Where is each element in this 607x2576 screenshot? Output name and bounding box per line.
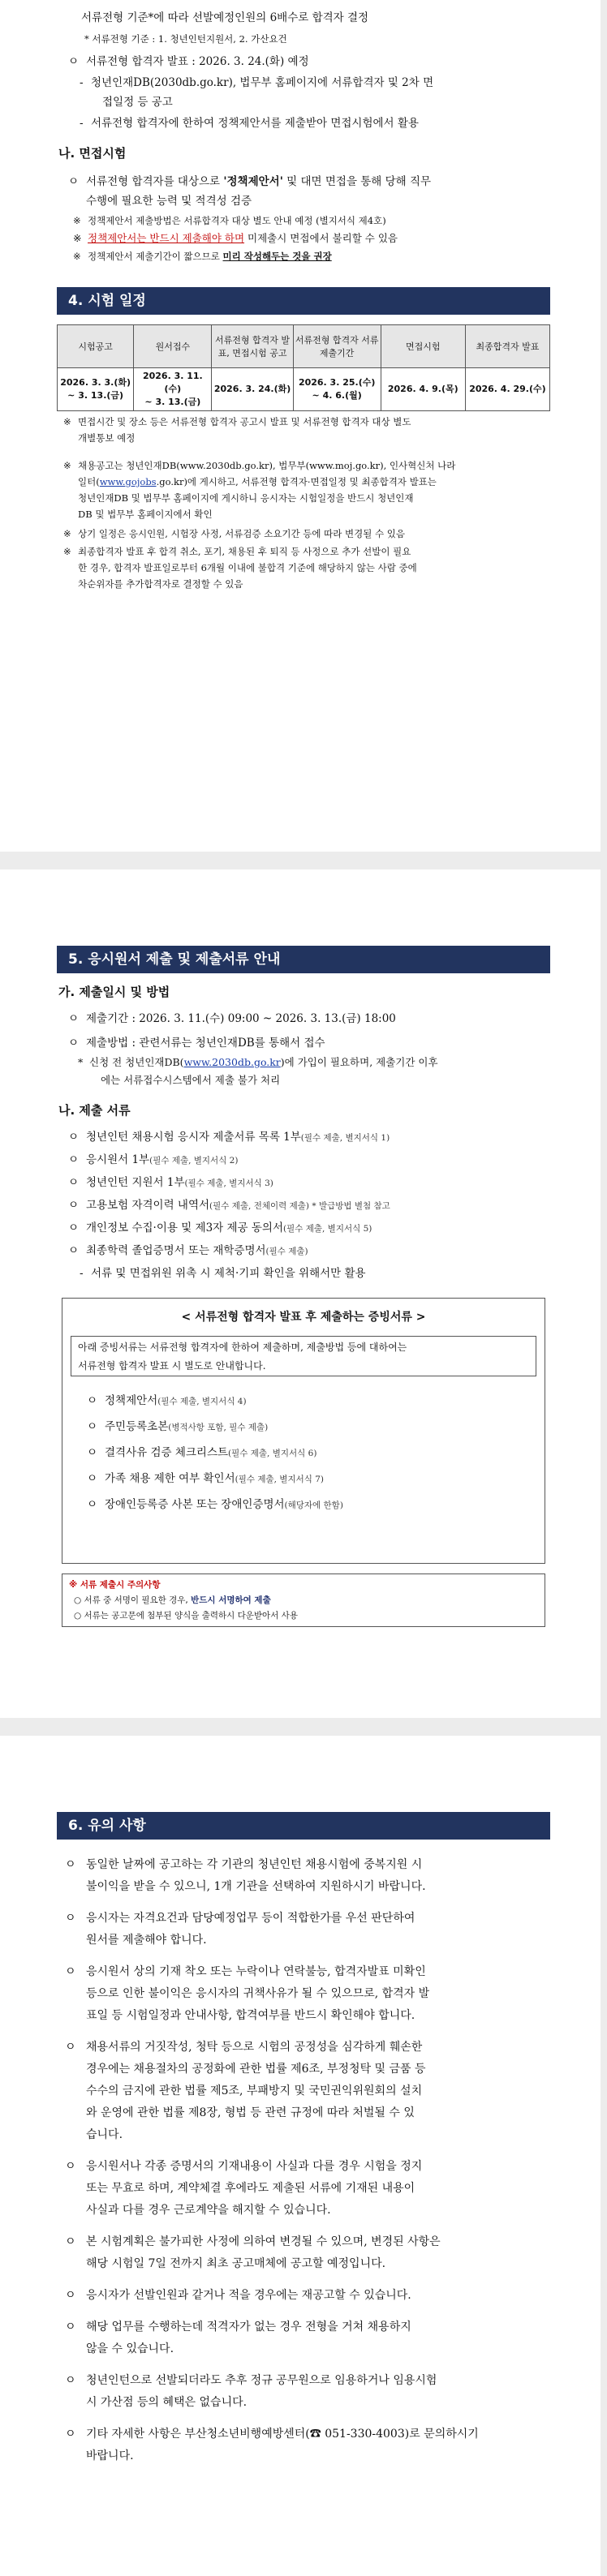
note-line: 응시원서 상의 기재 착오 또는 누락이나 연락불능, 합격자발표 미확인 xyxy=(86,1965,426,1978)
bullet-icon: ㅇ xyxy=(65,2235,76,2248)
note-line: 표일 등 시험일정과 안내사항, 합격여부를 반드시 확인해야 합니다. xyxy=(86,2009,415,2022)
bullet-icon: ㅇ xyxy=(65,2289,76,2302)
evidence-name: 장애인등록증 사본 또는 장애인증명서 xyxy=(105,1498,285,1511)
announce-dash-1b: 접일정 등 공고 xyxy=(102,96,173,109)
bullet-icon: ㅇ xyxy=(65,2374,76,2387)
doc-name: 청년인턴 채용시험 응시자 제출서류 목록 1부 xyxy=(86,1131,301,1144)
bullet-icon: ㅇ xyxy=(65,1912,76,1925)
schedule-header-cell: 시험공고 xyxy=(58,325,134,368)
note-line: 채용서류의 거짓작성, 청탁 등으로 시험의 공정성을 심각하게 훼손한 xyxy=(86,2041,423,2054)
note-item xyxy=(65,2285,552,2307)
note-line: 시 가산점 등의 혜택은 없습니다. xyxy=(86,2396,248,2409)
doc-name: 청년인턴 지원서 1부 xyxy=(86,1176,185,1189)
doc-note: (필수 제출, 전체이력 제출) * 발급방법 별첨 참고 xyxy=(209,1201,390,1211)
doc-note: (필수 제출, 별지서식 1) xyxy=(300,1133,390,1143)
interview-bullet-b: 수행에 필요한 능력 및 적격성 검증 xyxy=(86,195,252,208)
schedule-cell-line: 2026. 4. 29.(수) xyxy=(469,384,546,394)
sched-ref-2c: 청년인재DB 및 법무부 홈페이지에 게시하니 응시자는 시험일정을 반드시 청년인재 xyxy=(78,492,414,504)
note-line: 습니다. xyxy=(86,2128,123,2141)
doc-name: 고용보험 자격이력 내역서 xyxy=(86,1199,210,1212)
doc-item-3 xyxy=(86,1173,273,1193)
section-bar-schedule: 4. 시험 일정 xyxy=(57,287,550,315)
note-line: 기타 자세한 사항은 부산청소년비행예방센터(☎ 051-330-4003)로 문의하시기 xyxy=(86,2428,479,2441)
doc-item-4 xyxy=(86,1196,390,1216)
evidence-item-1 xyxy=(105,1391,247,1411)
note-line: 등으로 인한 불이익은 응시자의 귀책사유가 될 수 있으므로, 합격자 발 xyxy=(86,1987,430,2000)
note-item xyxy=(65,1908,552,1951)
schedule-header-cell: 서류전형 합격자 발표, 면접시험 공고 xyxy=(212,325,293,368)
schedule-cell xyxy=(465,368,549,411)
doc-name: 개인정보 수집·이용 및 제3자 제공 동의서 xyxy=(86,1221,283,1234)
evidence-name: 가족 채용 제한 여부 확인서 xyxy=(105,1472,235,1485)
sched-ref-4b: 한 경우, 합격자 발표일로부터 6개월 이내에 불합격 기준에 해당하지 않는 사람 중에 xyxy=(78,562,417,573)
schedule-value-row xyxy=(58,368,550,411)
bullet-icon: ㅇ xyxy=(65,1858,76,1871)
doc-note: (필수 제출, 별지서식 5) xyxy=(283,1224,372,1234)
sched-ref-2b-post: .go.kr)에 게시하고, 서류전형 합격자·면접일정 및 최종합격자 발표는 xyxy=(156,476,437,487)
note-a-post: )에 가입이 필요하며, 제출기간 이후 xyxy=(280,1056,438,1068)
note-line: 바랍니다. xyxy=(86,2449,134,2462)
section-bar-submission: 5. 응시원서 제출 및 제출서류 안내 xyxy=(57,946,550,973)
caution-title: ※ 서류 제출시 주의사항 xyxy=(69,1580,161,1590)
note-line: 경우에는 채용절차의 공정화에 관한 법률 제6조, 부정청탁 및 금품 등 xyxy=(86,2063,426,2076)
announce-bullet: ㅇ 서류전형 합격자 발표 : 2026. 3. 24.(화) 예정 xyxy=(86,52,309,71)
note-line: 사실과 다를 경우 근로계약을 해지할 수 있습니다. xyxy=(86,2204,331,2217)
section-ga: 가. 제출일시 및 방법 xyxy=(58,985,170,999)
evidence-box xyxy=(62,1298,545,1564)
schedule-header-cell: 원서접수 xyxy=(134,325,212,368)
page-3 xyxy=(0,1736,601,2576)
page-1 xyxy=(0,0,601,852)
evidence-item-3 xyxy=(105,1443,316,1463)
interview-ref-2-red: 정책제안서는 반드시 제출해야 하며 xyxy=(88,232,245,244)
note-line: 응시자가 선발인원과 같거나 적을 경우에는 재공고할 수 있습니다. xyxy=(86,2289,411,2302)
schedule-cell-line: 2026. 3. 24.(화) xyxy=(213,384,291,394)
sched-ref-1a: ※ 면접시간 및 장소 등은 서류전형 합격자 공고시 발표 및 서류전형 합격자 대상 별도 xyxy=(78,414,411,430)
schedule-cell xyxy=(293,368,381,411)
evidence-name: 결격사유 검증 체크리스트 xyxy=(105,1446,229,1459)
interview-ref-3-pre: 정책제안서 제출기간이 짧으므로 xyxy=(88,251,223,262)
sched-ref-2b xyxy=(78,474,437,490)
schedule-cell-line: 2026. 3. 3.(화) xyxy=(60,377,131,388)
evidence-note: (해당자에 한함) xyxy=(284,1501,343,1510)
evidence-note: (필수 제출, 별지서식 6) xyxy=(228,1449,317,1458)
section-interview: 나. 면접시험 xyxy=(58,146,127,161)
sched-ref-4a: ※ 최종합격자 발표 후 합격 취소, 포기, 채용된 후 퇴직 등 사정으로 추가 선발이 필요 xyxy=(78,543,411,560)
interview-ref-1: ※ 정책제안서 제출방법은 서류합격자 대상 별도 안내 예정 (별지서식 제4호) xyxy=(88,213,386,229)
announce-dash-1a: - 청년인재DB(2030db.go.kr), 법무부 홈페이지에 서류합격자 및 2차 면 xyxy=(91,73,545,92)
note-item xyxy=(65,2370,552,2414)
caution-line-2: ○ 서류는 공고문에 첨부된 양식을 출력하시 다운받아서 사용 xyxy=(74,1611,298,1621)
caution-box xyxy=(62,1574,545,1627)
bullet-icon: ㅇ xyxy=(65,1965,76,1978)
note-item xyxy=(65,2231,552,2275)
submission-period: ㅇ 제출기간 : 2026. 3. 11.(수) 09:00 ~ 2026. 3. 13.(금) 18:00 xyxy=(86,1009,396,1028)
interview-a-pre: 서류전형 합격자를 대상으로 xyxy=(86,175,224,188)
schedule-cell-line: 2026. 4. 9.(목) xyxy=(387,384,458,394)
doc-item-5 xyxy=(86,1218,372,1239)
evidence-note: (병적사항 포함, 필수 제출) xyxy=(168,1423,269,1432)
note-line: 응시원서나 각종 증명서의 기재내용이 사실과 다를 경우 시험을 정지 xyxy=(86,2160,423,2173)
sched-ref-2d: DB 및 법무부 홈페이지에서 확인 xyxy=(78,509,213,520)
schedule-cell-line: 2026. 3. 11.(수) xyxy=(142,371,203,394)
note-line: 않을 수 있습니다. xyxy=(86,2342,174,2355)
schedule-cell xyxy=(381,368,465,411)
intro-line-1: 서류전형 기준*에 따라 선발예정인원의 6배수로 합격자 결정 xyxy=(81,11,369,24)
interview-ref-2-post: 미제출시 면접에서 불리할 수 있음 xyxy=(244,232,398,244)
bullet-icon: ㅇ xyxy=(65,2160,76,2173)
schedule-cell-line: ~ 3. 13.(금) xyxy=(67,390,124,401)
notice-line-b: 서류전형 합격자 발표 시 별도로 안내합니다. xyxy=(78,1360,266,1372)
note-line: 동일한 날짜에 공고하는 각 기관의 청년인턴 채용시험에 중복지원 시 xyxy=(86,1858,423,1871)
submission-method: ㅇ 제출방법 : 관련서류는 청년인재DB를 통해서 접수 xyxy=(86,1033,325,1053)
note-line: 청년인턴으로 선발되더라도 추후 정규 공무원으로 임용하거나 임용시험 xyxy=(86,2374,437,2387)
submission-note-a xyxy=(89,1054,438,1071)
note-line: 불이익을 받을 수 있으니, 1개 기관을 선택하여 지원하시기 바랍니다. xyxy=(86,1880,426,1893)
doc-item-6 xyxy=(86,1241,308,1261)
note-line: 본 시험계획은 불가피한 사정에 의하여 변경될 수 있으며, 변경된 사항은 xyxy=(86,2235,441,2248)
note-line: 원서를 제출해야 합니다. xyxy=(86,1934,207,1947)
caution-1-bold: 반드시 서명하여 제출 xyxy=(191,1595,271,1605)
doc-note: (필수 제출, 별지서식 2) xyxy=(149,1156,239,1166)
schedule-header-row xyxy=(58,325,550,368)
doc-item-1 xyxy=(86,1127,390,1148)
doc-note: (필수 제출, 별지서식 3) xyxy=(184,1179,273,1188)
interview-bullet-a xyxy=(86,172,553,191)
evidence-name: 주민등록초본 xyxy=(105,1420,169,1433)
evidence-item-4 xyxy=(105,1469,324,1489)
interview-a-post: 및 대면 면접을 통해 당해 직무 xyxy=(282,175,432,188)
schedule-cell xyxy=(134,368,212,411)
note-line: 해당 시험일 7일 전까지 최초 공고매체에 공고할 예정입니다. xyxy=(86,2257,386,2270)
schedule-header-cell: 서류전형 합격자 서류 제출기간 xyxy=(293,325,381,368)
evidence-box-title: < 서류전형 합격자 발표 후 제출하는 증빙서류 > xyxy=(181,1311,426,1324)
interview-ref-3 xyxy=(88,248,332,264)
caution-line-1 xyxy=(69,1593,538,1608)
schedule-cell-line: 2026. 3. 25.(수) xyxy=(298,377,376,388)
note-item xyxy=(65,2316,552,2360)
notice-line-a: 아래 증빙서류는 서류전형 합격자에 한하여 제출하며, 제출방법 등에 대하여는 xyxy=(78,1342,407,1353)
doc-name: 최종학력 졸업증명서 또는 재학증명서 xyxy=(86,1244,266,1257)
evidence-item-5 xyxy=(105,1495,343,1515)
bullet-icon: ㅇ xyxy=(65,2041,76,2054)
note-line: 또는 무효로 하며, 계약체결 후에라도 제출된 서류에 기재된 내용이 xyxy=(86,2182,415,2195)
schedule-table xyxy=(57,324,550,411)
note-item xyxy=(65,1854,552,1898)
schedule-header-cell: 최종합격자 발표 xyxy=(465,325,549,368)
note-item xyxy=(65,2424,552,2467)
bullet-icon: ㅇ xyxy=(65,2428,76,2441)
note-line: 수수의 금지에 관한 법률 제5조, 부패방지 및 국민권익위원회의 설치 xyxy=(86,2084,423,2097)
evidence-name: 정책제안서 xyxy=(105,1394,158,1407)
docs-dash-note: - 서류 및 면접위원 위촉 시 제척·기피 확인을 위해서만 활용 xyxy=(91,1264,366,1283)
section-bar-notes: 6. 유의 사항 xyxy=(57,1812,550,1840)
announce-dash-2: - 서류전형 합격자에 한하여 정책제안서를 제출받아 면접시험에서 활용 xyxy=(91,114,553,133)
sched-ref-2b-pre: 일터( xyxy=(78,476,100,487)
schedule-cell xyxy=(212,368,293,411)
intro-line-2: * 서류전형 기준 : 1. 청년인턴지원서, 2. 가산요건 xyxy=(84,33,287,45)
caution-1-pre: ○ 서류 중 서명이 필요한 경우, xyxy=(74,1595,192,1605)
schedule-cell-line: ~ 4. 6.(월) xyxy=(312,390,362,401)
schedule-cell xyxy=(58,368,134,411)
db-link[interactable]: www.2030db.go.kr xyxy=(183,1056,281,1068)
schedule-header-cell: 면접시험 xyxy=(381,325,465,368)
interview-ref-2 xyxy=(88,230,398,247)
evidence-box-notice xyxy=(71,1336,536,1376)
doc-note: (필수 제출) xyxy=(265,1247,308,1256)
bullet-icon: ㅇ xyxy=(65,2321,76,2333)
note-a-pre: 신청 전 청년인재DB( xyxy=(89,1056,184,1068)
evidence-item-2 xyxy=(105,1417,268,1437)
doc-name: 응시원서 1부 xyxy=(86,1153,150,1166)
note-item xyxy=(65,2156,552,2222)
gojobs-link[interactable]: www.gojobs xyxy=(99,476,157,487)
interview-ref-3-bold: 미리 작성해두는 것을 권장 xyxy=(222,251,332,262)
doc-item-2 xyxy=(86,1150,238,1170)
sched-ref-2a: ※ 채용공고는 청년인재DB(www.2030db.go.kr), 법무부(www.moj.go.kr), 인사혁신처 나라 xyxy=(78,457,455,474)
page-2 xyxy=(0,869,601,1718)
interview-a-bold: '정책제안서' xyxy=(223,175,283,188)
note-item xyxy=(65,1961,552,2027)
sched-ref-1b: 개별통보 예정 xyxy=(78,432,136,444)
sched-ref-3: ※ 상기 일정은 응시인원, 시험장 사정, 서류검증 소요기간 등에 따라 변경될 수 있음 xyxy=(78,526,405,542)
sched-ref-4c: 차순위자를 추가합격자로 결정할 수 있음 xyxy=(78,578,243,590)
evidence-note: (필수 제출, 별지서식 7) xyxy=(235,1475,324,1484)
notes-list xyxy=(65,1854,552,2477)
note-item xyxy=(65,2037,552,2146)
note-line: 응시자는 자격요건과 담당예정업무 등이 적합한가를 우선 판단하여 xyxy=(86,1912,415,1925)
note-line: 해당 업무를 수행하는데 적격자가 없는 경우 전형을 거쳐 채용하지 xyxy=(86,2321,411,2333)
schedule-cell-line: ~ 3. 13.(금) xyxy=(144,397,201,407)
section-na: 나. 제출 서류 xyxy=(58,1103,131,1118)
evidence-note: (필수 제출, 별지서식 4) xyxy=(157,1397,247,1406)
submission-note-b: 에는 서류접수시스템에서 제출 불가 처리 xyxy=(101,1074,281,1086)
note-line: 와 운영에 관한 법률 제8장, 형법 등 관련 규정에 따라 처벌될 수 있 xyxy=(86,2106,415,2119)
